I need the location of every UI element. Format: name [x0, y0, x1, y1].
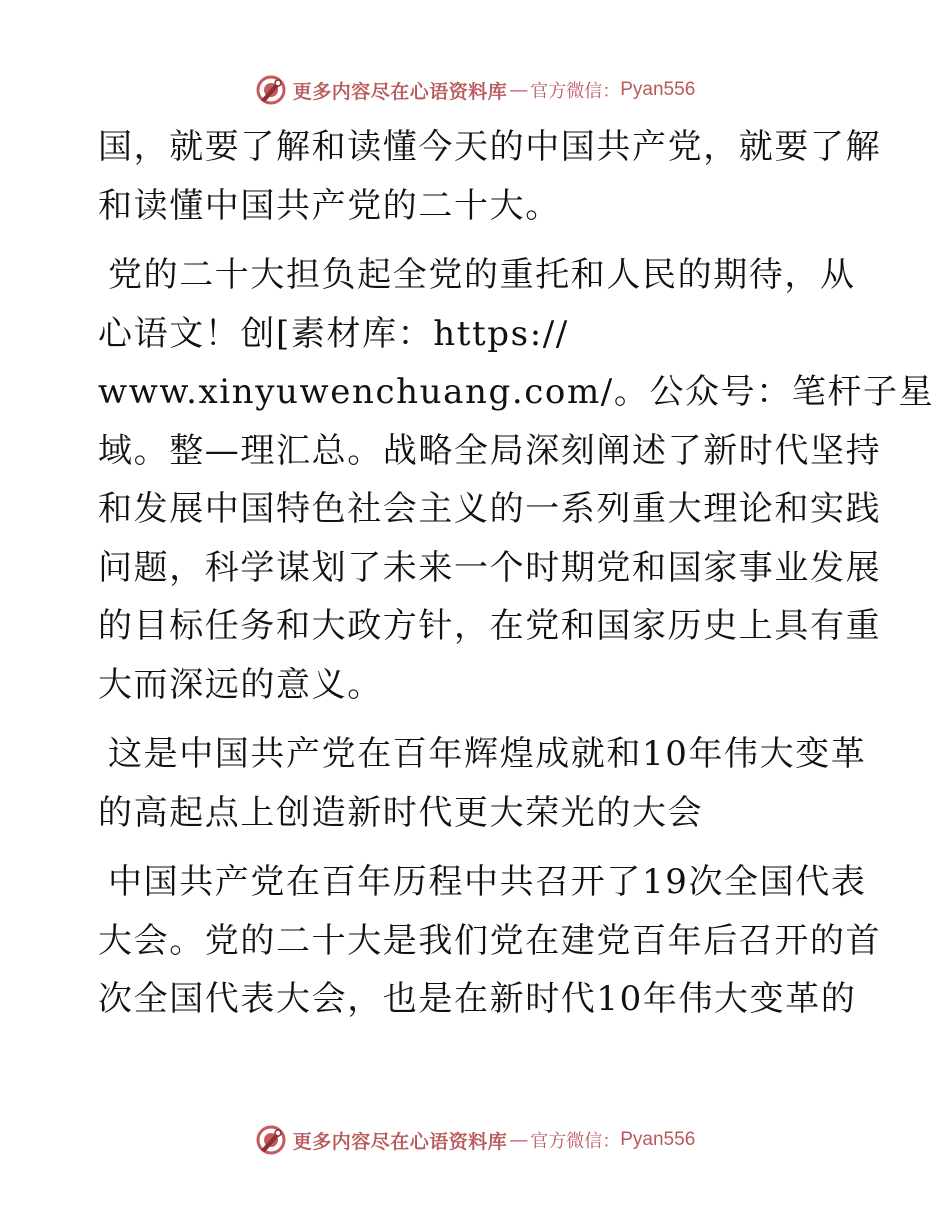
- text-line: 心语文！创[素材库：https://: [98, 313, 569, 354]
- text-line: 和发展中国特色社会主义的一系列重大理论和实践: [98, 489, 882, 529]
- text-line: 的高起点上创造新时代更大荣光的大会: [98, 792, 704, 833]
- logo-icon: [255, 74, 287, 106]
- text-line: 的目标任务和大政方针，在党和国家历史上具有重: [98, 606, 882, 646]
- footer-wechat-id: Pyan556: [620, 1129, 696, 1150]
- header-separator: —: [509, 79, 529, 101]
- footer-wechat-label: 官方微信：: [530, 1131, 621, 1152]
- footer-slogan: 更多内容尽在心语资料库: [292, 1130, 508, 1153]
- text-line: www.xinyuwenchuang.com/。公众号：笔杆子星: [98, 372, 935, 412]
- paragraph-3: [98, 725, 867, 842]
- text-line: 大会。党的二十大是我们党在建党百年后召开的首: [98, 920, 882, 961]
- text-line: 次全国代表大会，也是在新时代10年伟大变革的: [98, 979, 857, 1019]
- text-line: 大而深远的意义。: [98, 664, 383, 705]
- footer-separator: —: [509, 1129, 529, 1151]
- text-line: 中国共产党在百年历程中共召开了19次全国代表: [108, 862, 867, 902]
- paragraph-1: [98, 118, 882, 235]
- header-slogan: 更多内容尽在心语资料库: [292, 80, 508, 103]
- text-line: 问题，科学谋划了未来一个时期党和国家事业发展: [98, 547, 882, 588]
- header-banner: [0, 70, 950, 110]
- logo-icon: [255, 1124, 287, 1156]
- document-body: [98, 118, 935, 1029]
- text-line: 和读懂中国共产党的二十大。: [98, 185, 561, 226]
- paragraph-4: [98, 853, 882, 1029]
- text-line: 国，就要了解和读懂今天的中国共产党，就要了解: [98, 127, 882, 167]
- paragraph-2: [98, 246, 935, 714]
- text-line: 域。整—理汇总。战略全局深刻阐述了新时代坚持: [98, 430, 882, 471]
- footer-banner: [0, 1120, 950, 1160]
- text-line: 这是中国共产党在百年辉煌成就和10年伟大变革: [108, 734, 867, 774]
- header-wechat-id: Pyan556: [620, 79, 696, 100]
- header-wechat-label: 官方微信：: [530, 81, 621, 102]
- text-line: 党的二十大担负起全党的重托和人民的期待，从: [108, 255, 856, 295]
